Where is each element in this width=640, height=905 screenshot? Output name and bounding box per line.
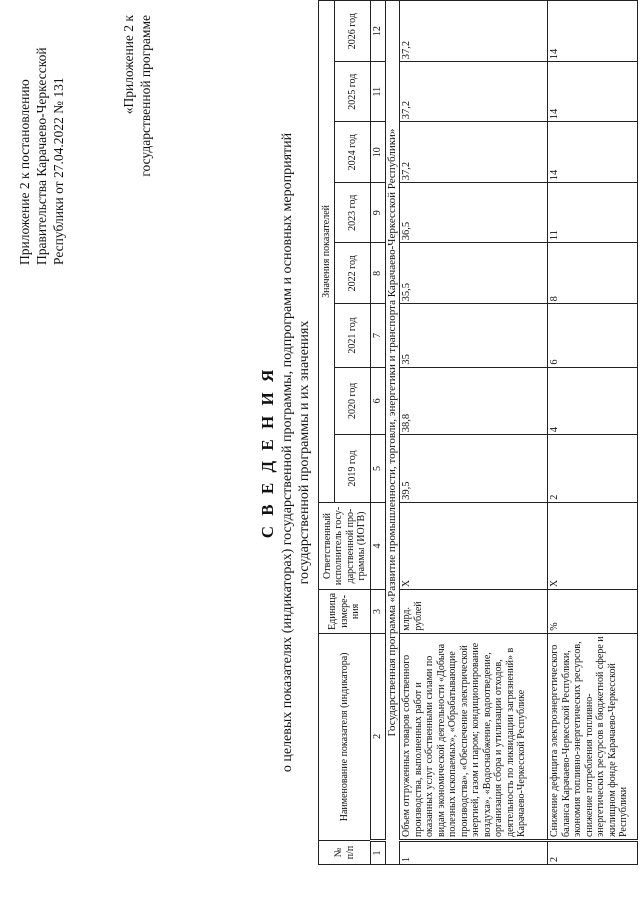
header-year: 2020 год	[335, 367, 371, 435]
header-unit: Единица измере- ния	[319, 590, 371, 634]
col-number: 3	[371, 590, 386, 634]
row-num: 1	[400, 841, 548, 865]
table-row	[548, 1, 638, 865]
header-year: 2021 год	[335, 304, 371, 367]
row-unit: млрд. рублей	[400, 590, 548, 634]
section-row	[385, 1, 400, 865]
appendix-line-2: государственной программе	[138, 15, 153, 177]
row-value: 37,2	[400, 1, 548, 62]
col-number: 8	[371, 243, 386, 304]
col-number: 6	[371, 367, 386, 435]
col-number: 11	[371, 62, 386, 122]
document-subtitle-1: о целевых показателях (индикаторах) государственной программы, подпрограмм и основных мероприятий	[280, 132, 295, 773]
col-number: 9	[371, 183, 386, 243]
row-value: 38,8	[400, 367, 548, 435]
header-year: 2023 год	[335, 183, 371, 243]
row-executor: X	[548, 502, 638, 589]
row-value: 35	[400, 304, 548, 367]
header-line-2: Правительства Карачаево-Черкесской	[34, 47, 49, 265]
header-year: 2024 год	[335, 122, 371, 183]
row-value: 4	[548, 367, 638, 435]
row-executor: X	[400, 502, 548, 589]
col-number: 12	[371, 1, 386, 62]
header-year: 2019 год	[335, 435, 371, 503]
header-year: 2026 год	[335, 1, 371, 62]
row-value: 14	[548, 122, 638, 183]
header-year: 2022 год	[335, 243, 371, 304]
row-value: 2	[548, 435, 638, 503]
resolution-header	[16, 5, 153, 265]
row-value: 11	[548, 183, 638, 243]
header-line-1: Приложение 2 к постановлению	[17, 79, 32, 265]
header-year: 2025 год	[335, 62, 371, 122]
header-values-group: Значения показателей	[319, 1, 335, 503]
col-number: 7	[371, 304, 386, 367]
document-title: С В Е Д Е Н И Я	[258, 366, 277, 539]
row-value: 14	[548, 62, 638, 122]
column-number-row	[371, 1, 386, 865]
col-number: 1	[371, 841, 386, 865]
row-value: 35,5	[400, 243, 548, 304]
header-name: Наименование показателя (индикатора)	[319, 633, 371, 840]
indicators-table	[318, 0, 638, 865]
col-number: 4	[371, 502, 386, 589]
header-executor: Ответственный исполнитель госу- дарственной про- граммы (ИОГВ)	[319, 502, 371, 589]
row-value: 14	[548, 1, 638, 62]
row-value: 6	[548, 304, 638, 367]
section-title: Государственная программа «Развитие промышленности, торговли, энергетики и транспорта Карачаево-Черкесской Республики»	[385, 1, 400, 865]
col-number: 10	[371, 122, 386, 183]
row-value: 39,5	[400, 435, 548, 503]
appendix-line-1: «Приложение 2 к	[121, 15, 136, 115]
row-unit: %	[548, 590, 638, 634]
row-value: 37,2	[400, 62, 548, 122]
row-indicator-name: Снижение дефицита электроэнергетического баланса Карачаево-Черкесской Республики, экономия топливно-энергетических ресурсов, снижение потребления топливно-энергетических ресурсов в бюджетной сфере и жилищном фонде Карачаево-Черкесской Республики	[548, 633, 638, 840]
row-value: 36,5	[400, 183, 548, 243]
row-indicator-name: Объем отгруженных товаров собственного производства, выполненных работ и оказанных услуг собственными силами по видам экономической деятельности «Добыча полезных ископаемых», «Обрабатывающие производства», «Обеспечение электрической энергией, газом и паром; кондиционирование воздуха», «Водоснабжение, водоотведение, организация сбора и утилизации отходов, деятельность по ликвидации загрязнений» в Карачаево-Черкесской Республике	[400, 633, 548, 840]
appendix-note	[120, 15, 154, 265]
header-line-3: Республики от 27.04.2022 № 131	[51, 77, 66, 265]
row-num: 2	[548, 841, 638, 865]
document-subtitle-2: государственной программы и их значениях	[297, 320, 312, 585]
table-header-row	[319, 1, 335, 865]
table-row	[400, 1, 548, 865]
col-number: 2	[371, 633, 386, 840]
header-num: № п/п	[319, 841, 371, 865]
row-value: 8	[548, 243, 638, 304]
col-number: 5	[371, 435, 386, 503]
row-value: 37,2	[400, 122, 548, 183]
